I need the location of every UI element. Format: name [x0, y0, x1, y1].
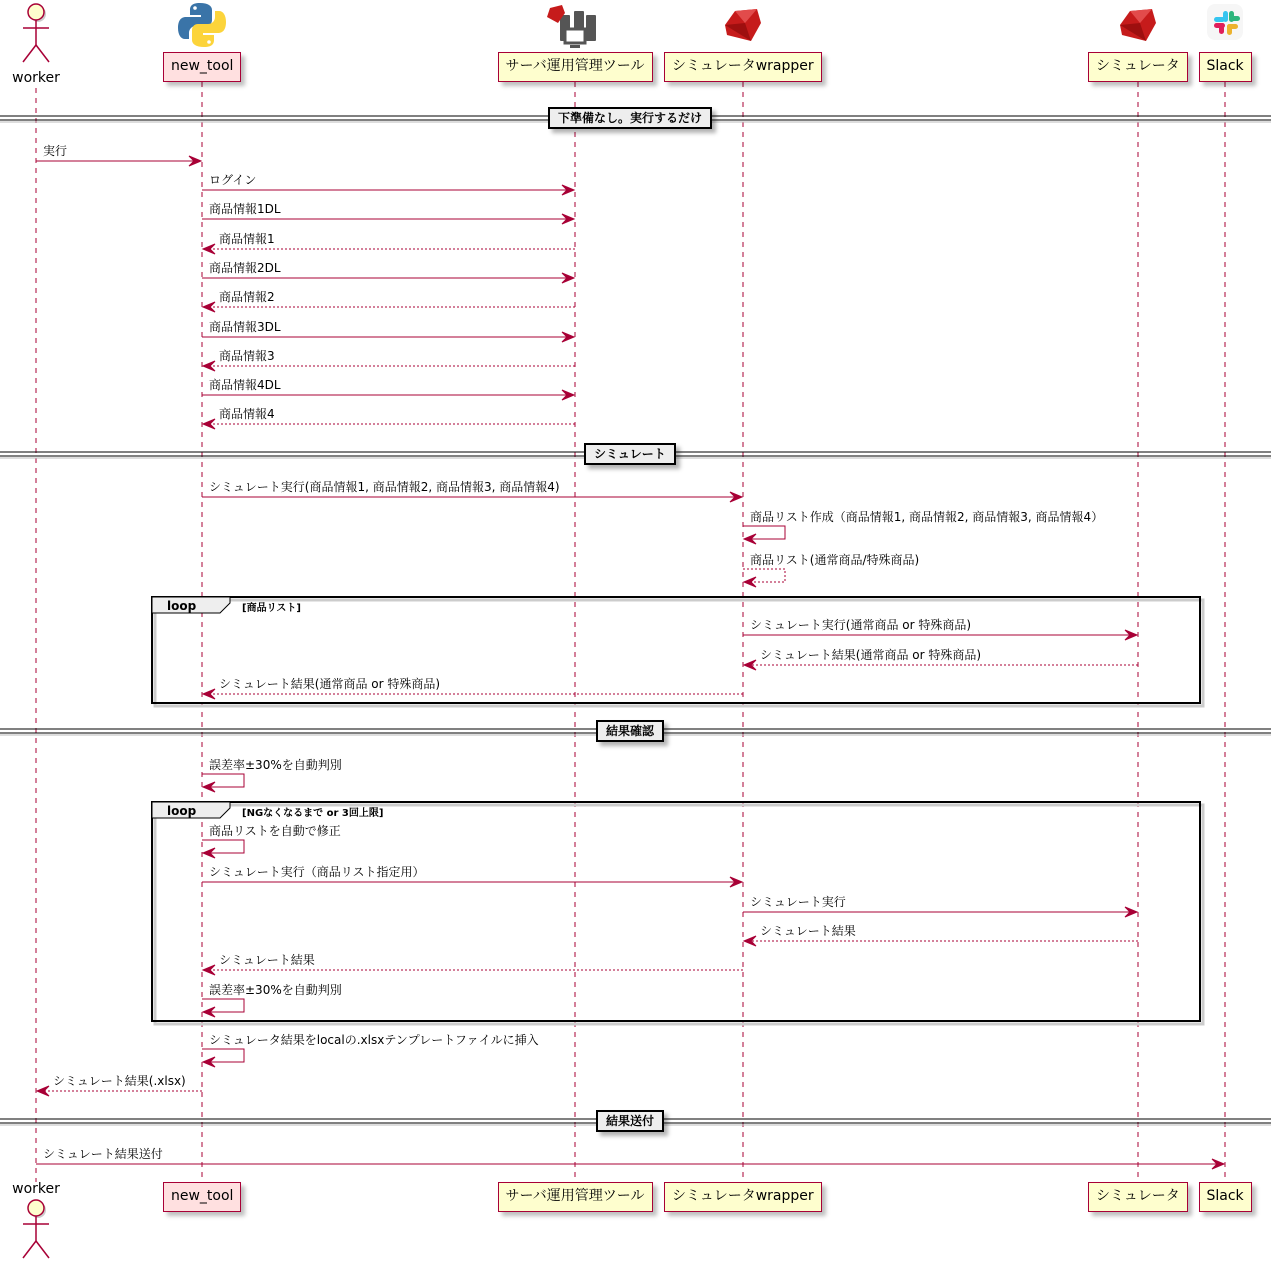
loop-condition: [NGなくなるまで or 3回上限]	[242, 808, 384, 819]
divider-label: シミュレート	[584, 443, 676, 465]
message-label: 商品リスト(通常商品/特殊商品)	[750, 553, 920, 567]
message-arrow	[743, 526, 785, 544]
participant-box-server_tool: サーバ運用管理ツール	[498, 52, 653, 82]
message-label: 商品情報1	[219, 232, 275, 246]
message-label: ログイン	[209, 173, 257, 187]
message-arrow	[202, 774, 244, 792]
message-label: シミュレート結果(通常商品 or 特殊商品)	[219, 677, 441, 691]
participant-box-new_tool: new_tool	[163, 52, 241, 82]
message-label: 実行	[43, 144, 68, 158]
participant-box-simulator-bottom: シミュレータ	[1088, 1182, 1188, 1212]
message-label: シミュレート結果	[760, 924, 856, 938]
loop-tag: loop	[167, 599, 197, 613]
message-label: シミュレート結果(.xlsx)	[53, 1074, 186, 1088]
loop-tag: loop	[167, 804, 197, 818]
divider-label: 結果確認	[596, 720, 664, 742]
participant-box-slack-bottom: Slack	[1199, 1182, 1252, 1212]
message-arrow	[202, 999, 244, 1017]
participant-box-new_tool-bottom: new_tool	[163, 1182, 241, 1212]
message-label: 商品情報2DL	[209, 261, 281, 275]
loop-condition: [商品リスト]	[242, 603, 301, 614]
participant-box-server_tool-bottom: サーバ運用管理ツール	[498, 1182, 653, 1212]
actor-figure	[23, 4, 49, 62]
ruby-icon	[725, 9, 761, 41]
actor-label-bottom: worker	[12, 1181, 60, 1197]
message-label: シミュレート実行(通常商品 or 特殊商品)	[750, 618, 972, 632]
message-label: 商品情報4	[219, 407, 275, 421]
message-label: 商品情報2	[219, 290, 275, 304]
message-arrow	[202, 1049, 244, 1067]
participant-box-sim_wrapper-bottom: シミュレータwrapper	[664, 1182, 822, 1212]
message-label: 商品情報1DL	[209, 202, 281, 216]
message-label: シミュレート実行	[750, 895, 846, 909]
message-label: シミュレート結果(通常商品 or 特殊商品)	[760, 648, 982, 662]
divider-label: 結果送付	[596, 1110, 664, 1132]
message-label: 商品情報4DL	[209, 378, 281, 392]
divider-label: 下準備なし。実行するだけ	[548, 107, 712, 129]
message-label: 商品情報3DL	[209, 320, 281, 334]
message-label: シミュレート結果	[219, 953, 315, 967]
message-arrow	[202, 185, 574, 195]
message-label: シミュレート実行（商品リスト指定用）	[209, 865, 425, 879]
slack-icon	[1207, 4, 1243, 40]
message-label: シミュレータ結果をlocalの.xlsxテンプレートファイルに挿入	[209, 1033, 539, 1047]
actor-label: worker	[12, 70, 60, 86]
participant-box-slack: Slack	[1199, 52, 1252, 82]
ruby-icon	[1120, 9, 1156, 41]
participant-box-sim_wrapper: シミュレータwrapper	[664, 52, 822, 82]
message-label: シミュレート実行(商品情報1, 商品情報2, 商品情報3, 商品情報4)	[209, 480, 560, 494]
actor-figure-bottom	[23, 1200, 49, 1258]
message-arrow	[202, 840, 244, 858]
message-label: シミュレート結果送付	[43, 1147, 163, 1161]
ruby-server-icon	[547, 5, 596, 48]
message-label: 商品リストを自動で修正	[209, 824, 341, 838]
python-icon	[178, 3, 226, 47]
message-label: 商品情報3	[219, 349, 275, 363]
message-label: 誤差率±30%を自動判別	[209, 983, 342, 997]
message-label: 誤差率±30%を自動判別	[209, 758, 342, 772]
participant-box-simulator: シミュレータ	[1088, 52, 1188, 82]
message-label: 商品リスト作成（商品情報1, 商品情報2, 商品情報3, 商品情報4）	[750, 510, 1104, 524]
message-arrow	[36, 1159, 1224, 1169]
message-arrow	[743, 569, 785, 587]
